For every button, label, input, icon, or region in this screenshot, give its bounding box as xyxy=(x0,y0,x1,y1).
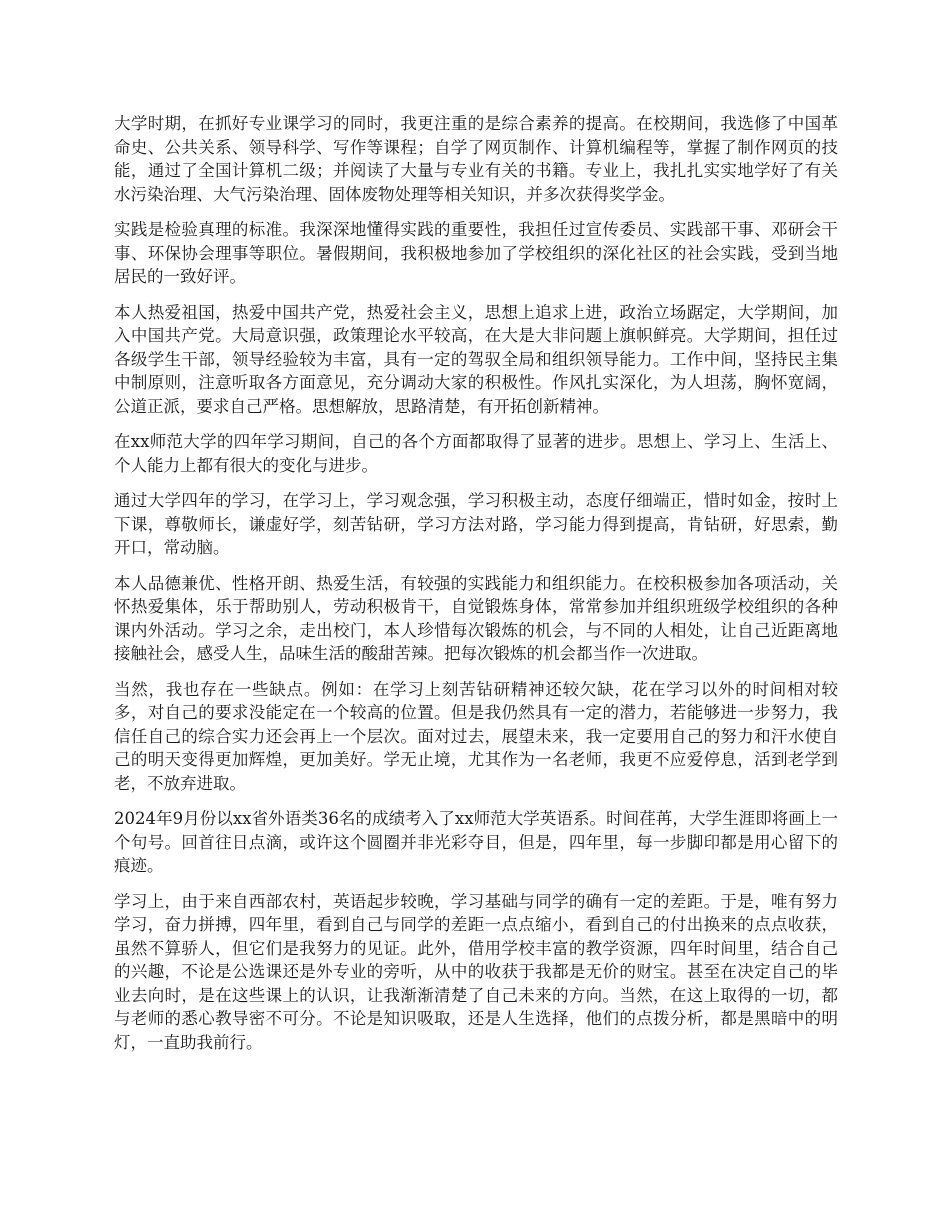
paragraph-6: 本人品德兼优、性格开朗、热爱生活，有较强的实践能力和组织能力。在校积极参加各项活动，关怀热爱集体，乐于帮助别人，劳动积极肯干，自觉锻炼身体，常常参加并组织班级学校组织的各种课内外活动。学习之余，走出校门，本人珍惜每次锻炼的机会，与不同的人相处，让自己近距离地接触社会，感受人生，品味生活的酸甜苦辣。把每次锻炼的机会都当作一次进取。 xyxy=(114,573,838,663)
paragraph-5: 通过大学四年的学习，在学习上，学习观念强，学习积极主动，态度仔细端正，惜时如金，按时上下课，尊敬师长，谦虚好学，刻苦钻研，学习方法对路，学习能力得到提高，肯钻研，好思索，勤开口，常动脑。 xyxy=(114,491,838,557)
paragraph-3: 本人热爱祖国，热爱中国共产党，热爱社会主义，思想上追求上进，政治立场踞定，大学期间，加入中国共产党。大局意识强，政策理论水平较高，在大是大非问题上旗帜鲜亮。大学期间，担任过各级学生干部，领导经验较为丰富，具有一定的驾驭全局和组织领导能力。工作中间，坚持民主集中制原则，注意听取各方面意见，充分调动大家的积极性。作风扎实深化，为人坦荡，胸怀宽阔，公道正派，要求自己严格。思想解放，思路清楚，有开拓创新精神。 xyxy=(114,302,838,416)
document-body xyxy=(114,112,838,1066)
paragraph-1: 大学时期，在抓好专业课学习的同时，我更注重的是综合素养的提高。在校期间，我选修了中国革命史、公共关系、领导科学、写作等课程；自学了网页制作、计算机编程等，掌握了制作网页的技能，通过了全国计算机二级；并阅读了大量与专业有关的书籍。专业上，我扎扎实实地学好了有关水污染治理、大气污染治理、固体废物处理等相关知识，并多次获得奖学金。 xyxy=(114,114,838,204)
paragraph-4: 在xx师范大学的四年学习期间，自己的各个方面都取得了显著的进步。思想上、学习上、生活上、个人能力上都有很大的变化与进步。 xyxy=(114,432,838,475)
paragraph-8: 2024年9月份以xx省外语类36名的成绩考入了xx师范大学英语系。时间荏苒，大学生涯即将画上一个句号。回首往日点滴，或许这个圆圈并非光彩夺目，但是，四年里，每一步脚印都是用心留下的痕迹。 xyxy=(114,809,838,875)
paragraph-2: 实践是检验真理的标准。我深深地懂得实践的重要性，我担任过宣传委员、实践部干事、邓研会干事、环保协会理事等职位。暑假期间，我积极地参加了学校组织的深化社区的社会实践，受到当地居民的一致好评。 xyxy=(114,220,838,286)
paragraph-7: 当然，我也存在一些缺点。例如：在学习上刻苦钻研精神还较欠缺，花在学习以外的时间相对较多，对自己的要求没能定在一个较高的位置。但是我仍然具有一定的潜力，若能够进一步努力，我信任自己的综合实力还会再上一个层次。面对过去，展望未来，我一定要用自己的努力和汗水使自己的明天变得更加辉煌，更加美好。学无止境，尤其作为一名老师，我更不应爱停息，活到老学到老，不放弃进取。 xyxy=(114,679,838,793)
paragraph-9: 学习上，由于来自西部农村，英语起步较晚，学习基础与同学的确有一定的差距。于是，唯有努力学习，奋力拼搏，四年里，看到自己与同学的差距一点点缩小，看到自己的付出换来的点点收获，虽然不算骄人，但它们是我努力的见证。此外，借用学校丰富的教学资源，四年时间里，结合自己的兴趣，不论是公选课还是外专业的旁听，从中的收获于我都是无价的财宝。甚至在决定自己的毕业去向时，是在这些课上的认识，让我渐渐清楚了自己未来的方向。当然，在这上取得的一切，都与老师的悉心教导密不可分。不论是知识吸取，还是人生选择，他们的点拨分析，都是黑暗中的明灯，一直助我前行。 xyxy=(114,891,838,1052)
